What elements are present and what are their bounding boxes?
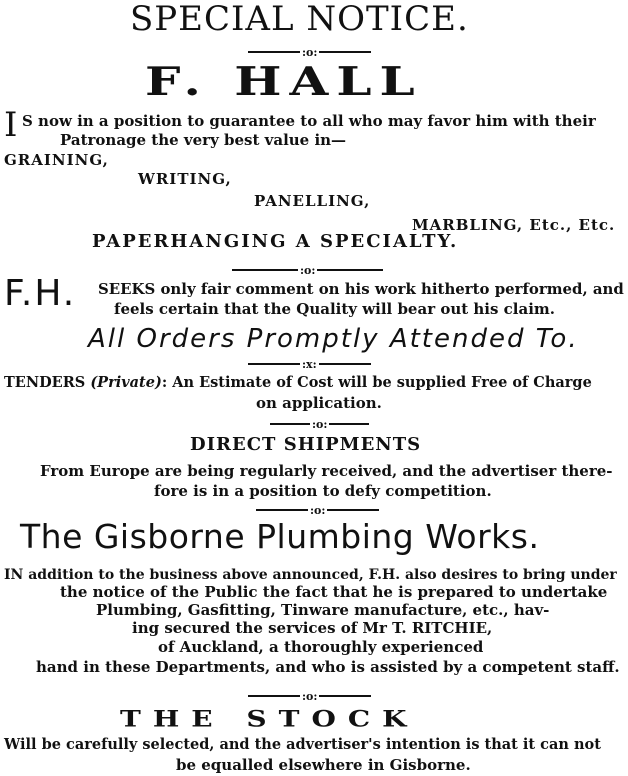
service-panelling: PANELLING, bbox=[254, 192, 371, 210]
special-notice-heading: SPECIAL NOTICE. bbox=[130, 0, 469, 39]
advertiser-name: F. HALL bbox=[145, 58, 423, 105]
stock-line-1: Will be carefully selected, and the advertiser's intention is that it can not bbox=[4, 736, 601, 753]
service-marbling: MARBLING, Etc., Etc. bbox=[412, 216, 616, 234]
divider-rule: :o: bbox=[248, 44, 371, 60]
tenders-text: : An Estimate of Cost will be supplied Free of Charge bbox=[161, 374, 592, 391]
plumbing-line-6: hand in these Departments, and who is assisted by a competent staff. bbox=[36, 658, 620, 676]
plumbing-line-4: ing secured the services of Mr T. RITCHIE, bbox=[132, 619, 493, 637]
divider-rule: :o: bbox=[248, 688, 371, 704]
orders-slogan: All Orders Promptly Attended To. bbox=[88, 324, 579, 354]
service-graining: GRAINING, bbox=[4, 151, 109, 169]
fh-line-2: feels certain that the Quality will bear out his claim. bbox=[114, 300, 555, 318]
plumbing-line-1: IN addition to the business above announced, F.H. also desires to bring under bbox=[4, 567, 617, 583]
shipments-line-2: fore is in a position to defy competition. bbox=[154, 482, 492, 500]
plumbing-heading: The Gisborne Plumbing Works. bbox=[20, 517, 540, 556]
plumbing-line-2: the notice of the Public the fact that he is prepared to undertake bbox=[60, 583, 608, 601]
shipments-heading: DIRECT SHIPMENTS bbox=[190, 434, 422, 455]
fh-line-1: SEEKS only fair comment on his work hitherto performed, and bbox=[98, 280, 624, 298]
fh-initials: F.H. bbox=[4, 273, 77, 314]
plumbing-line-3: Plumbing, Gasfitting, Tinware manufacture, etc., hav- bbox=[96, 601, 550, 619]
tenders-line-2: on application. bbox=[256, 394, 382, 412]
paperhanging-specialty: PAPERHANGING A SPECIALTY. bbox=[92, 231, 459, 252]
shipments-line-1: From Europe are being regularly received, and the advertiser there- bbox=[40, 462, 613, 480]
stock-line-2: be equalled elsewhere in Gisborne. bbox=[176, 756, 471, 774]
drop-cap: I bbox=[4, 105, 18, 145]
divider-rule: :o: bbox=[270, 416, 369, 432]
intro-line-2: Patronage the very best value in— bbox=[60, 131, 347, 149]
divider-rule: :o: bbox=[256, 502, 379, 518]
service-writing: WRITING, bbox=[138, 170, 232, 188]
plumbing-line-5: of Auckland, a thoroughly experienced bbox=[158, 638, 484, 656]
tenders-private: (Private) bbox=[90, 374, 162, 391]
divider-rule: :o: bbox=[232, 262, 383, 278]
stock-heading: THE STOCK bbox=[120, 705, 419, 732]
tenders-line-1 bbox=[4, 376, 592, 391]
tenders-label: TENDERS bbox=[4, 374, 86, 391]
divider-rule: :x: bbox=[248, 356, 371, 372]
intro-line-1: S now in a position to guarantee to all who may favor him with their bbox=[22, 112, 596, 130]
